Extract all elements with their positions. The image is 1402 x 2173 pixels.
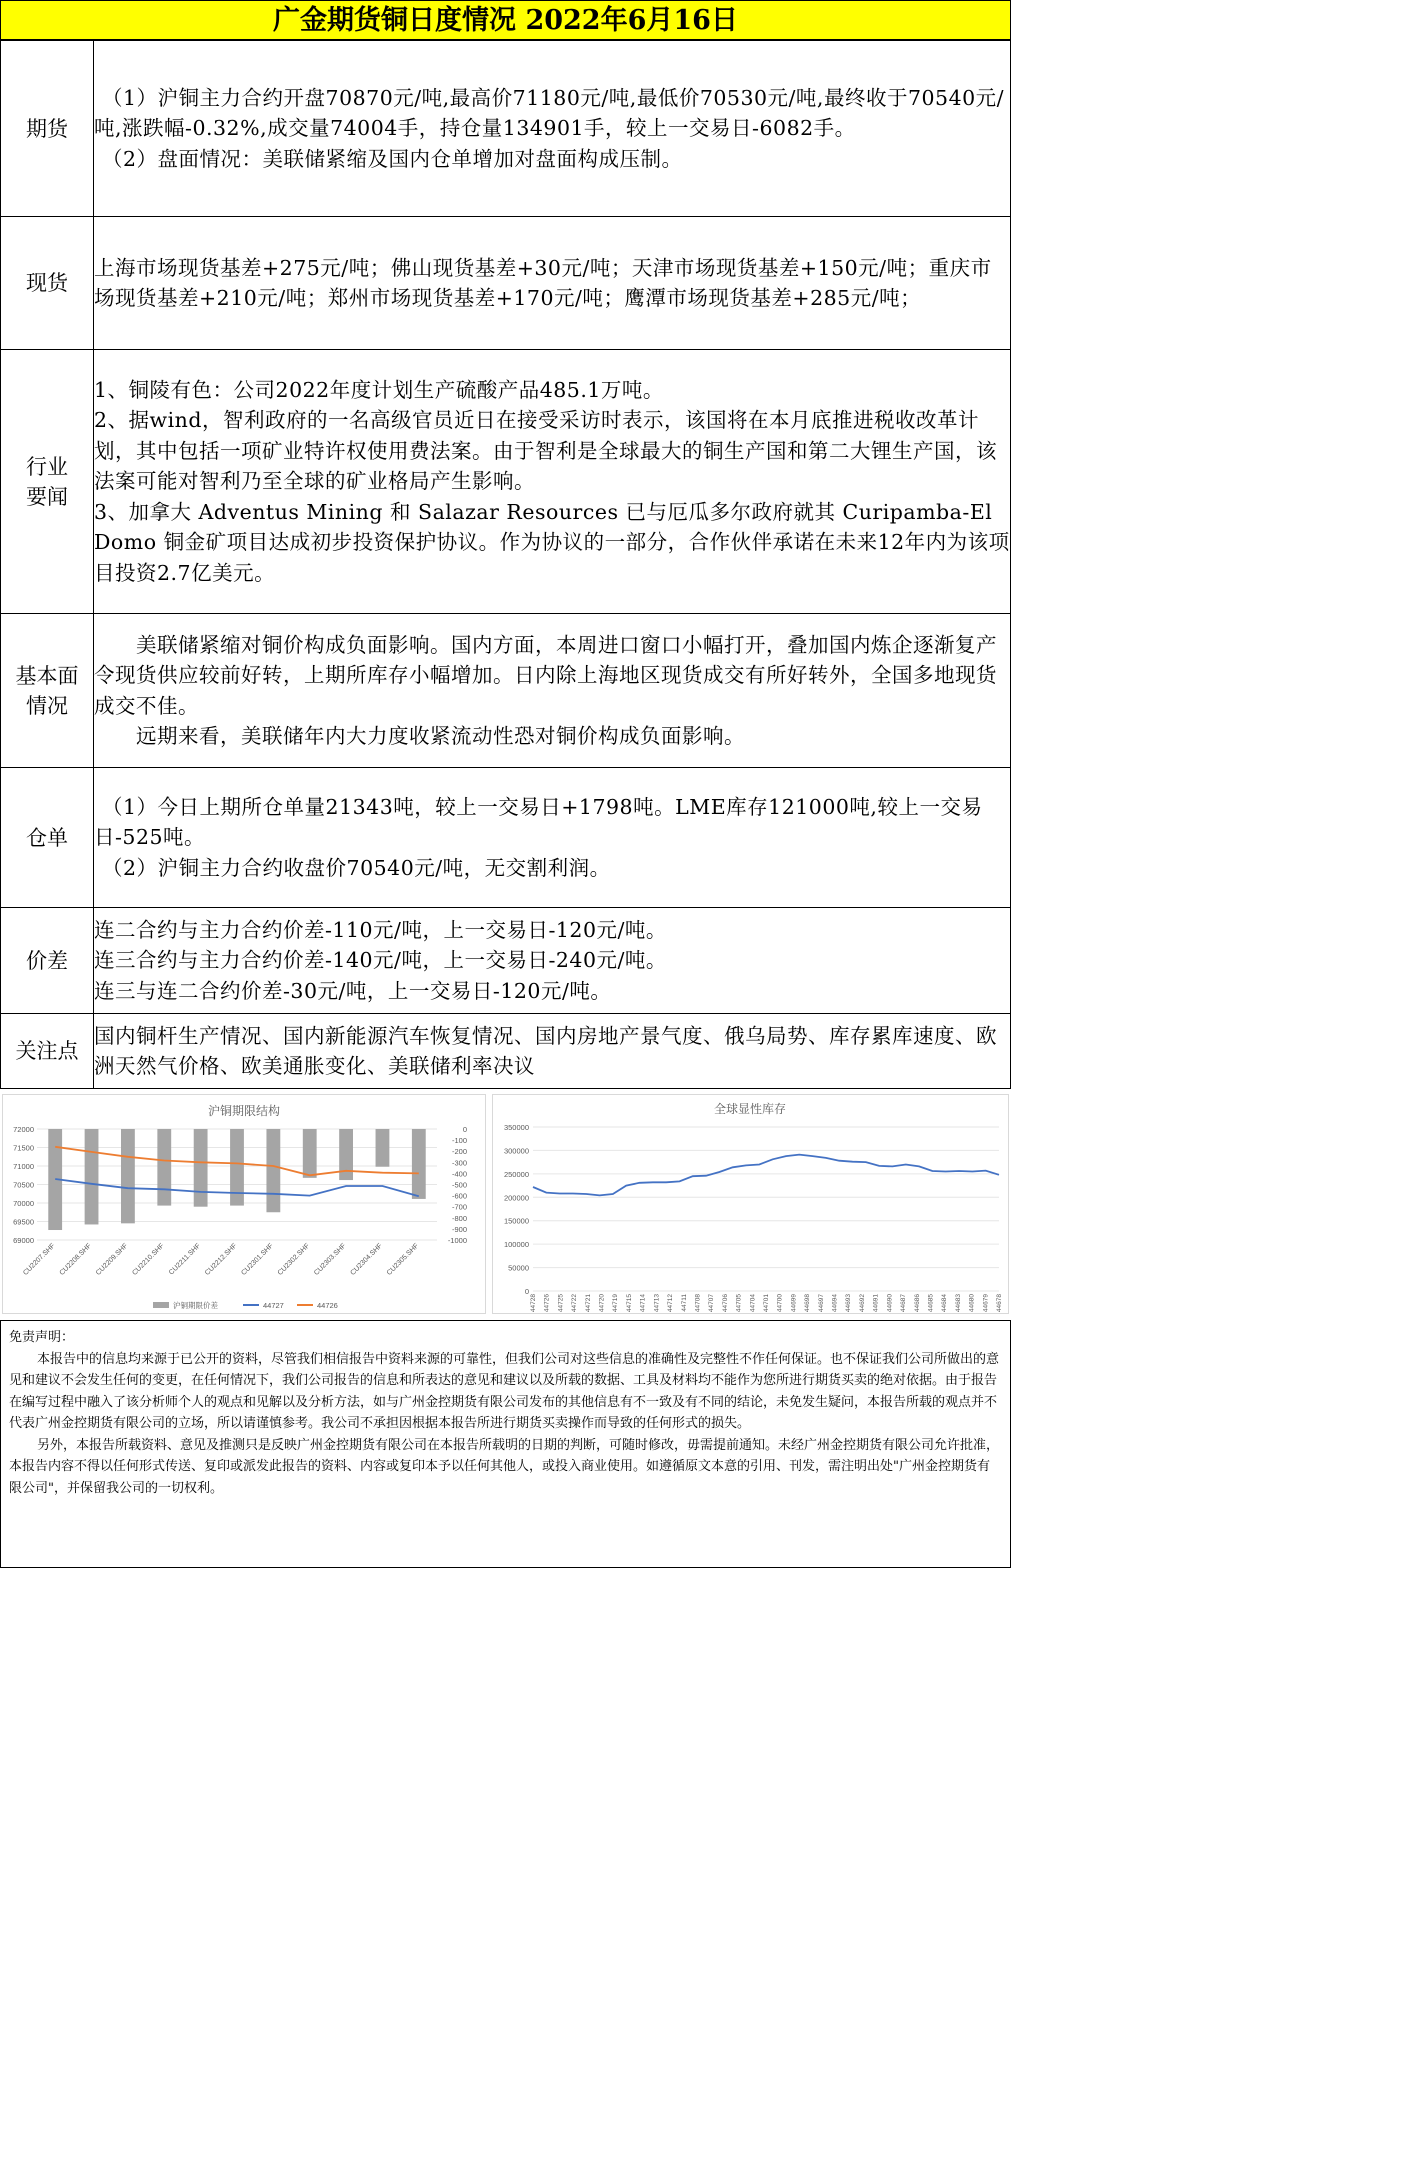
row-spread bbox=[1, 908, 1011, 1014]
x-tick-label: 44685 bbox=[927, 1294, 935, 1313]
row-focus bbox=[1, 1014, 1011, 1089]
spread-bar bbox=[412, 1129, 426, 1199]
x-tick-label: 44678 bbox=[996, 1294, 1003, 1313]
spread-bar bbox=[303, 1129, 317, 1178]
news-item-1: 1、铜陵有色：公司2022年度计划生产硫酸产品485.1万吨。 bbox=[94, 377, 664, 402]
x-tick-label: 44720 bbox=[598, 1294, 606, 1313]
focus-para-1: 国内铜杆生产情况、国内新能源汽车恢复情况、国内房地产景气度、俄乌局势、库存累库速度、欧洲天然气价格、欧美通胀变化、美联储利率决议 bbox=[94, 1023, 997, 1078]
right-axis-tick-label: -200 bbox=[451, 1147, 467, 1157]
left-axis-tick-label: 69000 bbox=[13, 1236, 34, 1245]
x-tick-label: 44707 bbox=[708, 1294, 716, 1313]
row-content-focus bbox=[94, 1014, 1011, 1089]
left-axis-tick-label: 70000 bbox=[13, 1199, 34, 1208]
x-tick-label: 44698 bbox=[804, 1294, 812, 1313]
legend-label: 44727 bbox=[263, 1301, 284, 1310]
x-tick-label: CU2207.SHF bbox=[22, 1242, 57, 1277]
left-axis-tick-label: 71000 bbox=[13, 1162, 34, 1171]
x-tick-label: 44722 bbox=[571, 1294, 579, 1313]
y-tick-label: 200000 bbox=[503, 1193, 529, 1203]
row-futures bbox=[1, 41, 1011, 217]
spread-bar bbox=[157, 1129, 171, 1206]
x-tick-label: 44728 bbox=[530, 1294, 537, 1313]
x-tick-label: CU2210.SHF bbox=[131, 1242, 166, 1277]
warehouse-para-1: （1）今日上期所仓单量21343吨，较上一交易日+1798吨。LME库存121000吨,较上一交易日-525吨。 bbox=[94, 794, 983, 850]
row-label-warehouse: 仓单 bbox=[1, 768, 94, 908]
x-tick-label: 44714 bbox=[639, 1294, 647, 1313]
global-inventory-chart-svg bbox=[493, 1095, 1008, 1313]
x-tick-label: 44694 bbox=[831, 1294, 839, 1313]
row-label-futures: 期货 bbox=[1, 41, 94, 217]
x-tick-label: CU2208.SHF bbox=[58, 1242, 93, 1277]
x-tick-label: 44704 bbox=[749, 1294, 757, 1313]
row-label-spot: 现货 bbox=[1, 217, 94, 350]
x-tick-label: CU2301.SHF bbox=[240, 1242, 275, 1277]
x-tick-label: 44708 bbox=[694, 1294, 702, 1313]
x-tick-label: 44686 bbox=[913, 1294, 921, 1313]
news-item-2: 2、据wind，智利政府的一名高级官员近日在接受采访时表示，该国将在本月底推进税收改革计划，其中包括一项矿业特许权使用费法案。由于智利是全球最大的铜生产国和第二大锂生产国，该法案可能对智利乃至全球的矿业格局产生影响。 bbox=[94, 408, 997, 494]
x-tick-label: 44705 bbox=[735, 1294, 743, 1313]
inventory-line bbox=[533, 1155, 999, 1196]
left-axis-tick-label: 71500 bbox=[13, 1143, 34, 1153]
spread-bar bbox=[121, 1129, 135, 1223]
spread-para-3: 连三与连二合约价差-30元/吨，上一交易日-120元/吨。 bbox=[94, 978, 612, 1003]
row-label-spread: 价差 bbox=[1, 908, 94, 1014]
x-tick-label: 44721 bbox=[584, 1294, 592, 1313]
x-tick-label: CU2305.SHF bbox=[385, 1242, 421, 1277]
left-axis-tick-label: 72000 bbox=[13, 1125, 34, 1134]
industry-news-label-line-1: 行业 bbox=[26, 454, 68, 479]
x-tick-label: 44699 bbox=[790, 1294, 798, 1313]
right-axis-tick-label: -1000 bbox=[447, 1236, 467, 1245]
x-tick-label: 44715 bbox=[625, 1294, 633, 1313]
spread-bar bbox=[339, 1129, 353, 1180]
x-tick-label: 44690 bbox=[886, 1294, 894, 1313]
x-tick-label: 44691 bbox=[872, 1294, 880, 1313]
right-axis-tick-label: -800 bbox=[451, 1213, 467, 1223]
x-tick-label: CU2303.SHF bbox=[313, 1242, 348, 1277]
x-tick-label: 44687 bbox=[900, 1294, 908, 1313]
y-tick-label: 250000 bbox=[503, 1169, 529, 1179]
row-warehouse bbox=[1, 768, 1011, 908]
row-content-industry-news bbox=[94, 350, 1011, 614]
row-industry-news bbox=[1, 350, 1011, 614]
disclaimer-para-1: 本报告中的信息均来源于已公开的资料，尽管我们相信报告中资料来源的可靠性，但我们公司对这些信息的准确性及完整性不作任何保证。也不保证我们公司所做出的意见和建议不会发生任何的变更，在任何情况下，我们公司报告的信息和所表达的意见和建议以及所载的数据、工具及材料均不能作为您所进行期货买卖的绝对依据。由于报告在编写过程中融入了该分析师个人的观点和见解以及分析方法，如与广州金控期货有限公司发布的其他信息有不一致及有不同的结论，未免发生疑问，本报告所载的观点并不代表广州金控期货有限公司的立场，所以请谨慎参考。我公司不承担因根据本报告所进行期货买卖操作而导致的任何形式的损失。 bbox=[9, 1351, 1000, 1431]
chart-title: 全球显性库存 bbox=[713, 1102, 787, 1116]
right-axis-tick-label: -300 bbox=[451, 1158, 467, 1168]
spread-para-2: 连三合约与主力合约价差-140元/吨，上一交易日-240元/吨。 bbox=[94, 948, 667, 973]
x-tick-label: 44711 bbox=[680, 1294, 688, 1312]
disclaimer-para-2: 另外，本报告所载资料、意见及推测只是反映广州金控期货有限公司在本报告所载明的日期的判断，可随时修改，毋需提前通知。未经广州金控期货有限公司允许批准，本报告内容不得以任何形式传送、复印或派发此报告的资料、内容或复印本予以任何其他人，或投入商业使用。如遵循原文本意的引用、刊发，需注明出处"广州金控期货有限公司"，并保留我公司的一切权利。 bbox=[9, 1437, 1000, 1496]
futures-para-2: （2）盘面情况：美联储紧缩及国内仓单增加对盘面构成压制。 bbox=[102, 146, 683, 171]
x-tick-label: 44679 bbox=[982, 1294, 990, 1313]
x-tick-label: CU2302.SHF bbox=[276, 1242, 312, 1277]
y-tick-label: 150000 bbox=[503, 1216, 529, 1226]
y-tick-label: 350000 bbox=[503, 1123, 529, 1132]
term-structure-chart-svg bbox=[3, 1095, 485, 1313]
legend-label: 沪铜期限价差 bbox=[173, 1301, 218, 1310]
right-axis-tick-label: -100 bbox=[451, 1136, 467, 1146]
x-tick-label: 44693 bbox=[845, 1294, 853, 1313]
left-axis-tick-label: 69500 bbox=[13, 1217, 34, 1227]
row-label-industry-news bbox=[1, 350, 94, 614]
x-tick-label: 44683 bbox=[954, 1294, 962, 1313]
fundamentals-para-2: 远期来看，美联储年内大力度收紧流动性恐对铜价构成负面影响。 bbox=[136, 724, 745, 748]
y-tick-label: 0 bbox=[524, 1287, 529, 1296]
x-tick-label: 44725 bbox=[557, 1294, 565, 1313]
y-tick-label: 50000 bbox=[508, 1263, 529, 1273]
right-axis-tick-label: -500 bbox=[451, 1180, 467, 1190]
x-tick-label: 44680 bbox=[968, 1294, 976, 1313]
row-fundamentals bbox=[1, 614, 1011, 768]
spread-para-1: 连二合约与主力合约价差-110元/吨，上一交易日-120元/吨。 bbox=[94, 917, 667, 942]
fundamentals-label-line-1: 基本面 bbox=[15, 663, 79, 688]
legend-label: 44726 bbox=[317, 1301, 338, 1310]
charts-area bbox=[0, 1092, 1011, 1314]
right-axis-tick-label: -700 bbox=[451, 1202, 467, 1212]
x-tick-label: CU2209.SHF bbox=[94, 1242, 130, 1277]
right-axis-tick-label: -600 bbox=[451, 1191, 467, 1201]
chart-title: 沪铜期限结构 bbox=[207, 1104, 281, 1118]
left-axis-tick-label: 70500 bbox=[13, 1180, 34, 1190]
row-content-warehouse bbox=[94, 768, 1011, 908]
news-item-3: 3、加拿大 Adventus Mining 和 Salazar Resources 已与厄瓜多尔政府就其 Curipamba-El Domo 铜金矿项目达成初步投资保护协议。作为协议的一部分，合作伙伴承诺在未来12年内为该项目投资2.7亿美元。 bbox=[94, 499, 1010, 585]
spread-bar bbox=[376, 1129, 390, 1167]
spread-bar bbox=[85, 1129, 99, 1224]
x-tick-label: CU2211.SHF bbox=[168, 1242, 203, 1277]
row-content-fundamentals bbox=[94, 614, 1011, 768]
row-content-spot bbox=[94, 217, 1011, 350]
y-tick-label: 100000 bbox=[503, 1240, 529, 1250]
legend-swatch bbox=[153, 1302, 169, 1308]
x-tick-label: 44700 bbox=[776, 1294, 784, 1313]
spot-para-1: 上海市场现货基差+275元/吨；佛山现货基差+30元/吨；天津市场现货基差+150元/吨；重庆市场现货基差+210元/吨；郑州市场现货基差+170元/吨；鹰潭市场现货基差+285元/吨； bbox=[94, 255, 992, 310]
warehouse-para-2: （2）沪铜主力合约收盘价70540元/吨，无交割利润。 bbox=[102, 855, 611, 880]
industry-news-label-line-2: 要闻 bbox=[26, 484, 68, 509]
x-tick-label: 44706 bbox=[721, 1294, 729, 1313]
spread-bar bbox=[194, 1129, 208, 1207]
x-tick-label: CU2212.SHF bbox=[204, 1242, 239, 1277]
fundamentals-para-1: 美联储紧缩对铜价构成负面影响。国内方面，本周进口窗口小幅打开，叠加国内炼企逐渐复产令现货供应较前好转，上期所库存小幅增加。日内除上海地区现货成交有所好转外，全国多地现货成交不佳。 bbox=[94, 632, 997, 718]
y-tick-label: 300000 bbox=[503, 1146, 529, 1156]
spread-bar bbox=[266, 1129, 280, 1212]
right-axis-tick-label: 0 bbox=[462, 1125, 467, 1134]
term-structure-chart bbox=[2, 1094, 486, 1314]
futures-para-1: （1）沪铜主力合约开盘70870元/吨,最高价71180元/吨,最低价70530元/吨,最终收于70540元/吨,涨跌幅-0.32%,成交量74004手，持仓量134901手，较上一交易日-6082手。 bbox=[94, 85, 1005, 141]
row-content-spread bbox=[94, 908, 1011, 1014]
x-tick-label: 44726 bbox=[543, 1294, 551, 1313]
disclaimer bbox=[0, 1320, 1011, 1568]
report-title: 广金期货铜日度情况 2022年6月16日 bbox=[0, 0, 1011, 40]
disclaimer-heading: 免责声明： bbox=[9, 1330, 75, 1345]
x-tick-label: 44719 bbox=[612, 1294, 620, 1313]
row-spot bbox=[1, 217, 1011, 350]
x-tick-label: 44713 bbox=[653, 1294, 661, 1313]
x-tick-label: 44684 bbox=[941, 1294, 949, 1313]
global-inventory-chart bbox=[492, 1094, 1009, 1314]
x-tick-label: 44712 bbox=[667, 1294, 675, 1313]
x-tick-label: 44692 bbox=[858, 1294, 866, 1313]
right-axis-tick-label: -900 bbox=[451, 1224, 467, 1234]
fundamentals-label-line-2: 情况 bbox=[26, 693, 68, 718]
report-table bbox=[0, 40, 1011, 1089]
x-tick-label: 44701 bbox=[763, 1294, 770, 1313]
row-content-futures bbox=[94, 41, 1011, 217]
x-tick-label: 44697 bbox=[817, 1294, 825, 1313]
row-label-fundamentals bbox=[1, 614, 94, 768]
spread-bar bbox=[230, 1129, 244, 1206]
right-axis-tick-label: -400 bbox=[451, 1169, 467, 1179]
x-tick-label: CU2304.SHF bbox=[349, 1242, 384, 1277]
row-label-focus: 关注点 bbox=[1, 1014, 94, 1089]
